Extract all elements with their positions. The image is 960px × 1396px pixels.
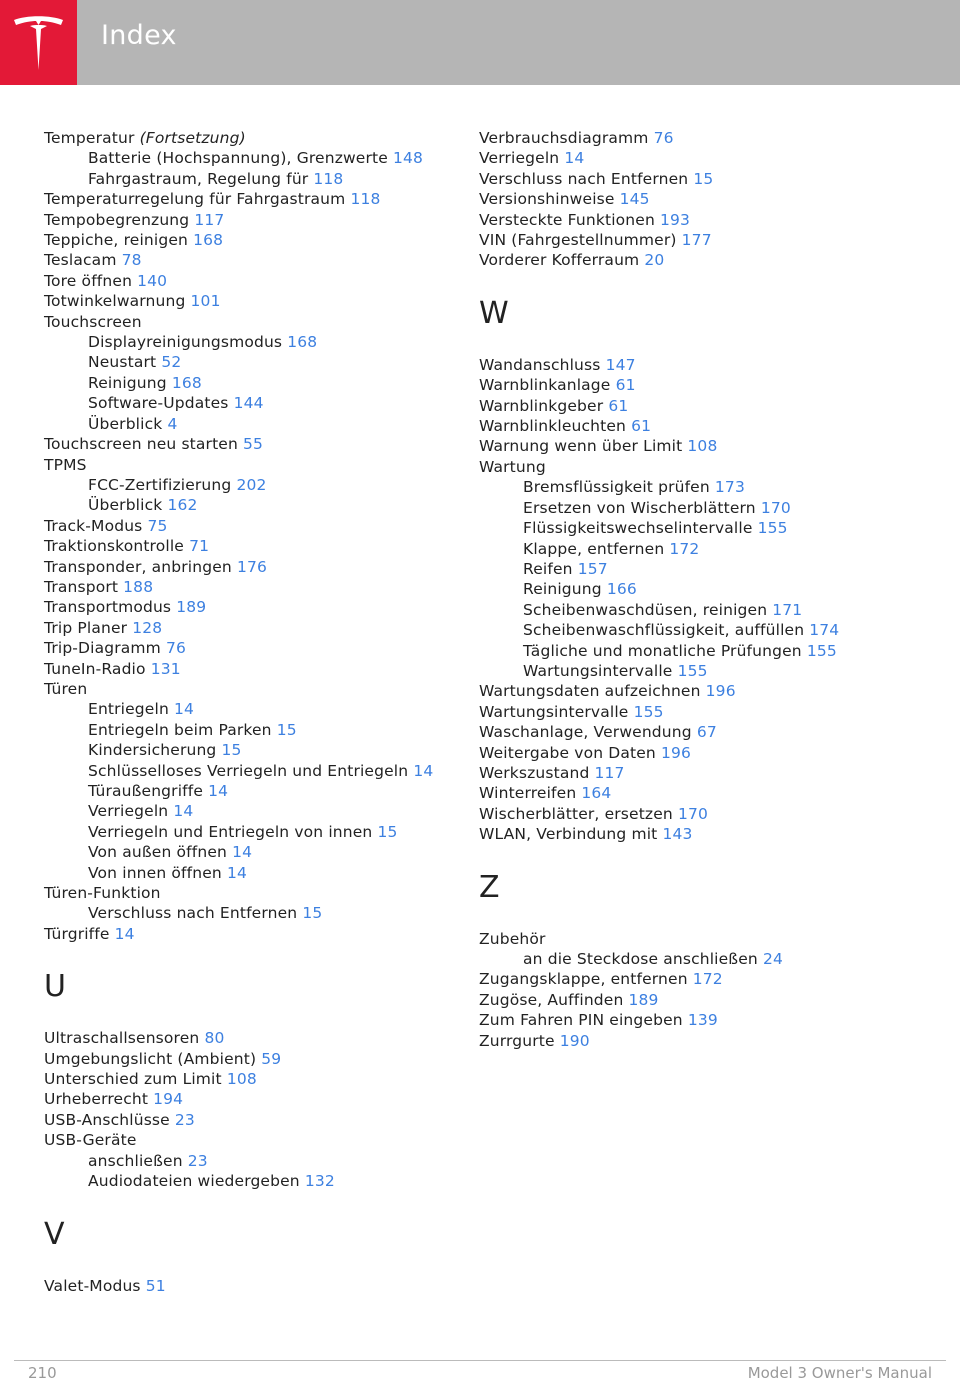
page-reference-link[interactable]: 166 xyxy=(606,580,637,599)
index-entry xyxy=(479,250,929,270)
index-entry xyxy=(479,189,929,209)
page-reference-link[interactable]: 193 xyxy=(660,210,691,229)
page-reference-link[interactable]: 170 xyxy=(677,804,709,823)
page-header xyxy=(0,0,960,85)
entry-label: Vorderer Kofferraum xyxy=(479,251,640,270)
page-reference-link[interactable]: 15 xyxy=(377,822,398,841)
entry-label: Teslacam xyxy=(44,251,117,270)
index-subentry xyxy=(479,518,929,538)
index-subentry xyxy=(44,822,444,842)
entry-label: Touchscreen xyxy=(44,312,142,331)
entry-label: Traktionskontrolle xyxy=(44,537,184,556)
entry-label: Winterreifen xyxy=(479,784,577,803)
index-entry xyxy=(479,355,929,375)
page-reference-link[interactable]: 55 xyxy=(243,435,264,454)
page-reference-link[interactable]: 52 xyxy=(161,353,182,372)
index-entry xyxy=(479,436,929,456)
page-reference-link[interactable]: 155 xyxy=(757,519,788,538)
page-reference-link[interactable]: 118 xyxy=(313,169,344,188)
footer-divider xyxy=(14,1360,946,1361)
entry-label: Von außen öffnen xyxy=(88,843,227,862)
entry-label: Bremsflüssigkeit prüfen xyxy=(523,478,710,497)
page-reference-link[interactable]: 20 xyxy=(644,251,665,270)
entry-label: Zurrgurte xyxy=(479,1031,555,1050)
entry-label: Tore öffnen xyxy=(44,271,133,290)
page-reference-link[interactable]: 117 xyxy=(194,210,225,229)
index-entry xyxy=(44,271,444,291)
entry-label: Audiodateien wiedergeben xyxy=(88,1172,300,1191)
entry-label: Transponder, anbringen xyxy=(44,557,232,576)
entry-label: Werkszustand xyxy=(479,763,590,782)
index-entry xyxy=(479,128,929,148)
page-reference-link[interactable]: 174 xyxy=(809,621,840,640)
index-subentry xyxy=(479,661,929,681)
entry-label: Teppiche, reinigen xyxy=(44,231,188,250)
index-entry xyxy=(44,1089,444,1109)
index-entry xyxy=(479,990,929,1010)
page-reference-link[interactable]: 168 xyxy=(171,373,202,392)
entry-label: Türgriffe xyxy=(44,924,110,943)
entry-label: Trip-Diagramm xyxy=(44,639,161,658)
page-reference-link[interactable]: 145 xyxy=(619,190,650,209)
index-subentry xyxy=(479,559,929,579)
entry-label: Verschluss nach Entfernen xyxy=(88,904,298,923)
index-entry xyxy=(479,148,929,168)
index-entry xyxy=(44,1110,444,1130)
index-subentry xyxy=(44,801,444,821)
entry-label: Reinigung xyxy=(523,580,602,599)
entry-label: Wartungsintervalle xyxy=(523,661,673,680)
entry-label: Überblick xyxy=(88,414,163,433)
entry-label: USB-Geräte xyxy=(44,1131,137,1150)
entry-note: (Fortsetzung) xyxy=(139,129,246,147)
page-reference-link[interactable]: 172 xyxy=(669,539,700,558)
entry-label: Überblick xyxy=(88,496,163,515)
entry-label: Umgebungslicht (Ambient) xyxy=(44,1049,257,1068)
entry-label: Zugöse, Auffinden xyxy=(479,990,624,1009)
index-entry xyxy=(44,659,444,679)
entry-label: Türen-Funktion xyxy=(44,884,161,903)
entry-label: Türaußengriffe xyxy=(88,782,204,800)
page-reference-link[interactable]: 108 xyxy=(687,437,718,456)
index-subentry xyxy=(44,863,444,883)
index-entry xyxy=(479,804,929,824)
entry-label: Tägliche und monatliche Prüfungen xyxy=(523,641,802,660)
page-reference-link[interactable]: 131 xyxy=(150,659,181,678)
entry-label: Türen xyxy=(44,679,88,698)
page-reference-link[interactable]: 15 xyxy=(302,904,323,923)
page-reference-link[interactable]: 189 xyxy=(628,990,659,1009)
index-entry xyxy=(44,1130,444,1150)
entry-label: Warnblinkgeber xyxy=(479,396,604,415)
page-reference-link[interactable]: 118 xyxy=(350,190,381,209)
index-entry xyxy=(44,924,444,944)
page-reference-link[interactable]: 155 xyxy=(806,641,837,660)
index-entry xyxy=(479,722,929,742)
entry-label: Tempobegrenzung xyxy=(44,210,190,229)
page-reference-link[interactable]: 67 xyxy=(696,723,717,742)
entry-label: Verriegeln xyxy=(479,149,560,168)
index-entry xyxy=(44,577,444,597)
page-reference-link[interactable]: 101 xyxy=(190,292,221,311)
index-subentry xyxy=(479,600,929,620)
page-reference-link[interactable]: 168 xyxy=(193,231,224,250)
page-reference-link[interactable]: 171 xyxy=(772,600,803,619)
page-reference-link[interactable]: 61 xyxy=(608,396,629,415)
index-entry xyxy=(44,1049,444,1069)
entry-label: Wartungsintervalle xyxy=(479,702,629,721)
page-reference-link[interactable]: 108 xyxy=(226,1070,257,1089)
entry-label: Touchscreen neu starten xyxy=(44,435,238,454)
page-reference-link[interactable]: 164 xyxy=(581,784,612,803)
entry-label: Schlüsselloses Verriegeln und Entriegeln xyxy=(88,761,409,780)
entry-label: Wischerblätter, ersetzen xyxy=(479,804,673,823)
index-entry xyxy=(479,169,929,189)
index-subentry xyxy=(479,620,929,640)
index-column-left xyxy=(44,128,444,1296)
index-subentry xyxy=(44,475,444,495)
entry-label: USB-Anschlüsse xyxy=(44,1110,170,1129)
page-reference-link[interactable]: 61 xyxy=(615,376,636,395)
entry-label: Urheberrecht xyxy=(44,1090,149,1109)
page-reference-link[interactable]: 140 xyxy=(137,271,168,290)
index-entry xyxy=(44,1069,444,1089)
entry-label: Reifen xyxy=(523,559,573,578)
index-entry xyxy=(479,396,929,416)
index-entry xyxy=(479,457,929,477)
index-subentry xyxy=(44,495,444,515)
entry-label: Fahrgastraum, Regelung für xyxy=(88,169,309,188)
entry-label: Wartungsdaten aufzeichnen xyxy=(479,682,701,701)
page-reference-link[interactable]: 176 xyxy=(236,557,267,576)
entry-label: Klappe, entfernen xyxy=(523,539,665,558)
page-reference-link[interactable]: 144 xyxy=(233,394,264,413)
page-reference-link[interactable]: 202 xyxy=(236,475,267,494)
page-reference-link[interactable]: 148 xyxy=(393,149,424,168)
entry-label: Versteckte Funktionen xyxy=(479,210,655,229)
entry-label: Verriegeln xyxy=(88,802,169,821)
entry-label: TPMS xyxy=(44,455,87,474)
index-entry xyxy=(44,883,444,903)
entry-label: Software-Updates xyxy=(88,394,229,413)
index-subentry xyxy=(44,352,444,372)
page-reference-link[interactable]: 162 xyxy=(167,496,198,515)
index-subentry xyxy=(44,761,444,781)
page-reference-link[interactable]: 14 xyxy=(208,782,229,800)
entry-label: Flüssigkeitswechselintervalle xyxy=(523,519,753,538)
page-reference-link[interactable]: 173 xyxy=(714,478,745,497)
index-entry xyxy=(479,230,929,250)
index-subentry xyxy=(479,477,929,497)
page-reference-link[interactable]: 132 xyxy=(304,1172,335,1191)
page-reference-link[interactable]: 75 xyxy=(147,516,168,535)
page-reference-link[interactable]: 190 xyxy=(559,1031,590,1050)
entry-label: Neustart xyxy=(88,353,157,372)
index-entry xyxy=(479,783,929,803)
page-reference-link[interactable]: 196 xyxy=(660,743,692,762)
page-reference-link[interactable]: 15 xyxy=(221,741,242,760)
entry-label: FCC-Zertifizierung xyxy=(88,475,232,494)
index-subentry xyxy=(44,699,444,719)
entry-label: Kindersicherung xyxy=(88,741,217,760)
footer-manual-title: Model 3 Owner's Manual xyxy=(747,1364,932,1382)
entry-label: Zugangsklappe, entfernen xyxy=(479,970,688,989)
index-subentry xyxy=(44,842,444,862)
entry-label: Trip Planer xyxy=(44,618,128,637)
page-reference-link[interactable]: 177 xyxy=(681,231,712,250)
index-entry xyxy=(44,516,444,536)
index-column-right xyxy=(479,128,929,1051)
index-subentry xyxy=(44,148,444,168)
entry-label: Weitergabe von Daten xyxy=(479,743,656,762)
page-reference-link[interactable]: 71 xyxy=(189,537,210,556)
entry-label: Transport xyxy=(44,577,119,596)
index-entry xyxy=(479,824,929,844)
section-letter: U xyxy=(44,969,66,1005)
entry-label: Totwinkelwarnung xyxy=(44,292,186,311)
page-reference-link[interactable]: 189 xyxy=(176,598,207,617)
index-subentry xyxy=(479,539,929,559)
entry-label: Track-Modus xyxy=(44,516,143,535)
page-title: Index xyxy=(101,20,177,51)
page-reference-link[interactable]: 15 xyxy=(693,169,714,188)
entry-label: Reinigung xyxy=(88,373,167,392)
index-entry xyxy=(44,128,444,148)
index-entry xyxy=(44,434,444,454)
entry-label: Zubehör xyxy=(479,929,546,948)
page-reference-link[interactable]: 188 xyxy=(123,577,154,596)
index-subentry xyxy=(44,332,444,352)
entry-label: Entriegeln xyxy=(88,700,169,719)
index-subentry xyxy=(44,720,444,740)
index-entry xyxy=(44,1276,444,1296)
entry-label: Batterie (Hochspannung), Grenzwerte xyxy=(88,149,388,168)
page-reference-link[interactable]: 14 xyxy=(226,863,247,882)
index-entry xyxy=(479,743,929,763)
index-subentry xyxy=(44,903,444,923)
page-reference-link[interactable]: 194 xyxy=(153,1090,184,1109)
entry-label: Unterschied zum Limit xyxy=(44,1070,222,1089)
index-entry xyxy=(44,557,444,577)
page-reference-link[interactable]: 23 xyxy=(187,1151,208,1170)
index-subentry xyxy=(44,1171,444,1191)
page-reference-link[interactable]: 172 xyxy=(692,970,723,989)
index-entry xyxy=(44,679,444,699)
index-entry xyxy=(479,210,929,230)
page-reference-link[interactable]: 14 xyxy=(114,924,135,943)
page-reference-link[interactable]: 14 xyxy=(232,843,253,862)
index-entry xyxy=(44,230,444,250)
entry-label: Displayreinigungsmodus xyxy=(88,333,283,352)
index-subentry xyxy=(44,781,444,801)
index-entry xyxy=(44,250,444,270)
page-reference-link[interactable]: 24 xyxy=(762,950,783,968)
page-reference-link[interactable]: 147 xyxy=(605,355,636,374)
entry-label: TuneIn-Radio xyxy=(44,659,146,678)
index-entry xyxy=(44,536,444,556)
index-subentry xyxy=(44,373,444,393)
index-entry xyxy=(44,618,444,638)
page-reference-link[interactable]: 78 xyxy=(121,251,142,270)
page-reference-link[interactable]: 196 xyxy=(705,682,736,701)
index-entry xyxy=(479,681,929,701)
page-reference-link[interactable]: 14 xyxy=(174,700,195,719)
entry-label: anschließen xyxy=(88,1151,183,1170)
index-subentry xyxy=(479,641,929,661)
page-reference-link[interactable]: 76 xyxy=(653,129,674,147)
index-subentry xyxy=(44,393,444,413)
page-reference-link[interactable]: 139 xyxy=(687,1011,718,1030)
page-reference-link[interactable]: 128 xyxy=(132,618,163,637)
index-entry xyxy=(44,638,444,658)
index-entry xyxy=(44,189,444,209)
section-letter: V xyxy=(44,1216,65,1252)
index-entry xyxy=(479,702,929,722)
index-subentry xyxy=(44,169,444,189)
entry-label: Waschanlage, Verwendung xyxy=(479,723,692,742)
page-reference-link[interactable]: 168 xyxy=(287,333,318,352)
index-subentry xyxy=(44,1151,444,1171)
entry-label: Scheibenwaschflüssigkeit, auffüllen xyxy=(523,621,805,640)
index-entry xyxy=(479,1031,929,1051)
page-reference-link[interactable]: 14 xyxy=(173,802,194,821)
index-entry xyxy=(44,1028,444,1048)
index-entry xyxy=(44,312,444,332)
entry-label: Transportmodus xyxy=(44,598,172,617)
entry-label: Ersetzen von Wischerblättern xyxy=(523,498,756,517)
page-reference-link[interactable]: 80 xyxy=(204,1029,225,1048)
index-entry xyxy=(479,969,929,989)
index-entry xyxy=(44,210,444,230)
entry-label: Wartung xyxy=(479,457,546,476)
index-entry xyxy=(479,375,929,395)
index-entry xyxy=(44,291,444,311)
entry-label: Versionshinweise xyxy=(479,190,615,209)
index-subentry xyxy=(479,579,929,599)
entry-label: Wandanschluss xyxy=(479,355,601,374)
entry-label: Von innen öffnen xyxy=(88,863,222,882)
page-reference-link[interactable]: 155 xyxy=(677,661,708,680)
index-subentry xyxy=(479,498,929,518)
index-subentry xyxy=(44,414,444,434)
section-letter: W xyxy=(479,295,509,331)
entry-label: Warnung wenn über Limit xyxy=(479,437,683,456)
page-reference-link[interactable]: 15 xyxy=(276,720,297,739)
index-entry xyxy=(479,416,929,436)
entry-label: Temperatur xyxy=(44,129,135,147)
entry-label: Verschluss nach Entfernen xyxy=(479,169,689,188)
page-reference-link[interactable]: 4 xyxy=(167,414,178,433)
entry-label: Verbrauchsdiagramm xyxy=(479,129,649,147)
section-letter: Z xyxy=(479,869,500,905)
index-entry xyxy=(479,929,929,949)
entry-label: Warnblinkanlage xyxy=(479,376,611,395)
page-reference-link[interactable]: 23 xyxy=(174,1110,195,1129)
entry-label: Entriegeln beim Parken xyxy=(88,720,272,739)
entry-label: Verriegeln und Entriegeln von innen xyxy=(88,822,373,841)
footer-page-number: 210 xyxy=(28,1364,57,1382)
index-subentry xyxy=(44,740,444,760)
page-reference-link[interactable]: 61 xyxy=(631,417,652,436)
entry-label: an die Steckdose anschließen xyxy=(523,950,758,968)
page-reference-link[interactable]: 155 xyxy=(633,702,664,721)
index-entry xyxy=(44,455,444,475)
page-reference-link[interactable]: 157 xyxy=(577,559,608,578)
entry-label: WLAN, Verbindung mit xyxy=(479,825,658,844)
entry-label: Scheibenwaschdüsen, reinigen xyxy=(523,600,768,619)
entry-label: Ultraschallsensoren xyxy=(44,1029,200,1048)
page-reference-link[interactable]: 59 xyxy=(261,1049,282,1068)
page-reference-link[interactable]: 117 xyxy=(594,763,625,782)
page-reference-link[interactable]: 76 xyxy=(165,639,187,658)
entry-label: Zum Fahren PIN eingeben xyxy=(479,1011,683,1030)
index-entry xyxy=(44,597,444,617)
entry-label: VIN (Fahrgestellnummer) xyxy=(479,231,677,250)
entry-label: Warnblinkleuchten xyxy=(479,417,627,436)
page-reference-link[interactable]: 14 xyxy=(564,149,585,168)
page-reference-link[interactable]: 14 xyxy=(413,761,434,780)
page-reference-link[interactable]: 170 xyxy=(760,498,791,517)
page-reference-link[interactable]: 143 xyxy=(662,825,693,844)
page-reference-link[interactable]: 51 xyxy=(145,1276,166,1295)
index-entry xyxy=(479,1010,929,1030)
entry-label: Temperaturregelung für Fahrgastraum xyxy=(44,190,346,209)
entry-label: Valet-Modus xyxy=(44,1276,141,1295)
index-subentry xyxy=(479,949,929,969)
index-entry xyxy=(479,763,929,783)
tesla-logo-icon xyxy=(0,0,77,85)
